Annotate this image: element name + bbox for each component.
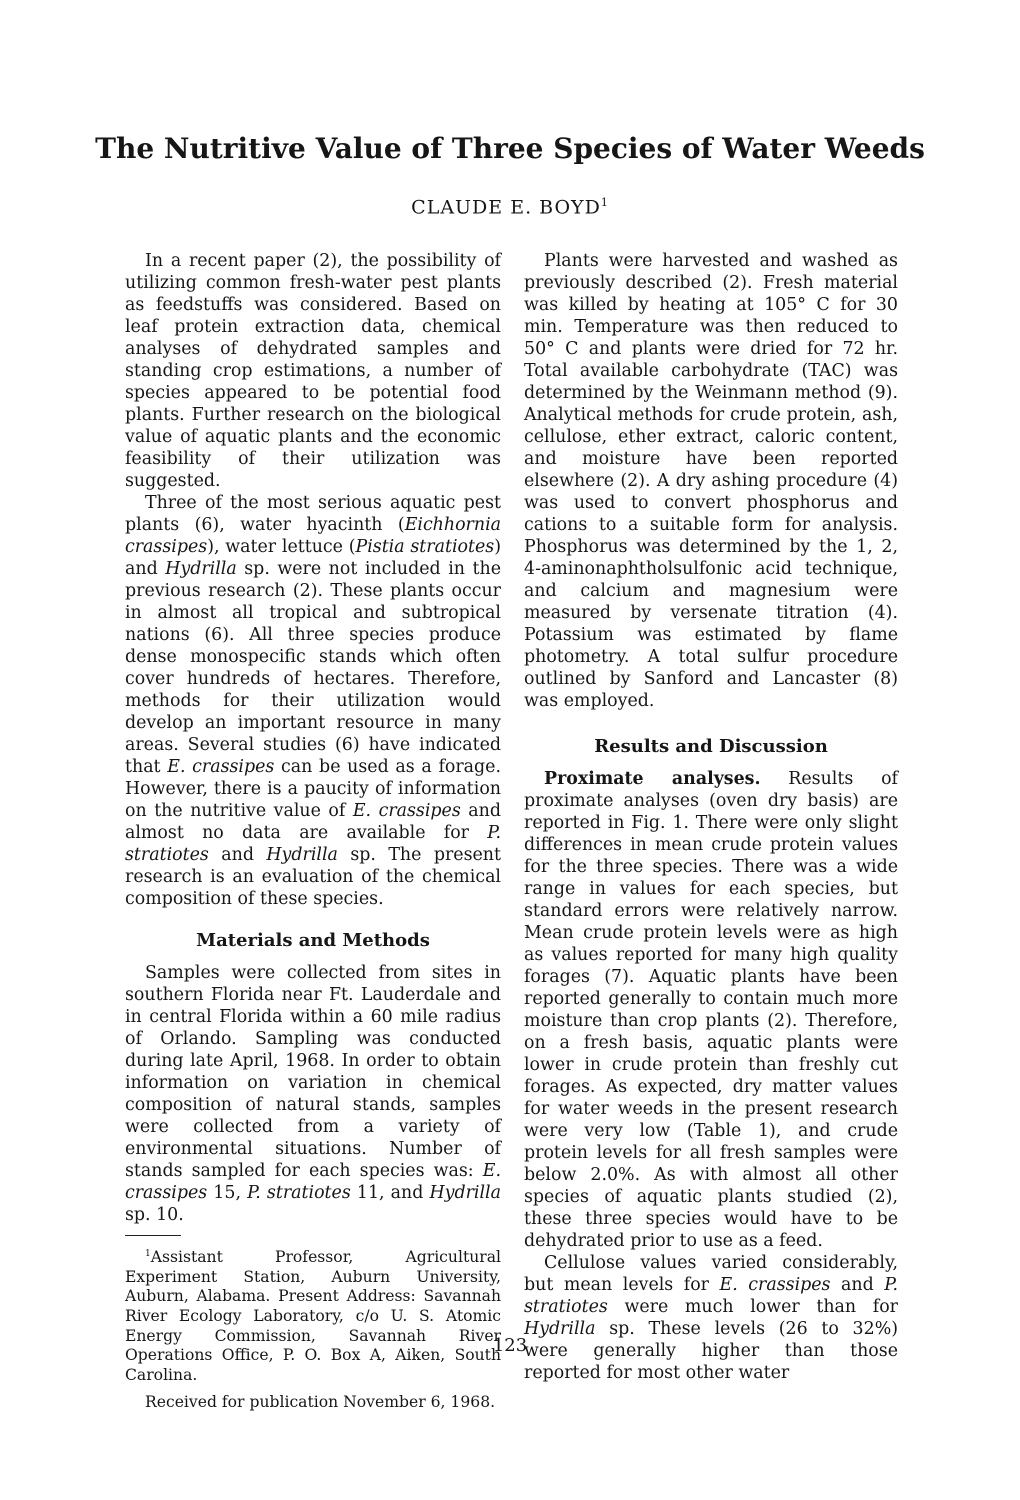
article-title: The Nutritive Value of Three Species of Water Weeds [95, 132, 925, 165]
author-name: CLAUDE E. BOYD [411, 196, 601, 219]
author-footnote-marker: 1 [600, 196, 609, 209]
intro-paragraph-1: In a recent paper (2), the possibility of utilizing common fresh-water pest plants as feedstuffs was considered. Based on leaf protein extraction data, chemical analyses of dehydrated samples and standing crop estimations, a number of species appeared to be potential food plants. Further research on the biological value of aquatic plants and the economic feasibility of their utilization was suggested. [125, 251, 501, 491]
species-name: Pistia stratiotes [355, 537, 495, 557]
left-column [125, 250, 501, 1413]
species-name: Hydrilla [266, 845, 338, 865]
species-name: P. stratiotes [247, 1183, 351, 1203]
species-name: P. stratiotes [524, 1275, 898, 1317]
species-name: Hydrilla [165, 559, 237, 579]
results-paragraph-1: Proximate analyses. Results of proximate analyses (oven dry basis) are reported in Fig. 1. There were only slight differences in mean crude protein values for the three species. There was a wide range in values for each species, but standard errors were relatively narrow. Mean crude protein levels were as high as values reported for many high quality forages (7). Aquatic plants have been reported generally to contain much more moisture than crop plants (2). Therefore, on a fresh basis, aquatic plants were lower in crude protein than freshly cut forages. As expected, dry matter values for water weeds in the present research were very low (Table 1), and crude protein levels for all fresh samples were below 2.0%. As with almost all other species of aquatic plants studied (2), these three species would have to be dehydrated prior to use as a feed. [524, 769, 898, 1251]
species-name: Hydrilla [429, 1183, 501, 1203]
footnote-marker: 1 [145, 1249, 151, 1259]
footnote-divider [125, 1235, 181, 1236]
methods-paragraph: Samples were collected from sites in southern Florida near Ft. Lauderdale and in central Florida within a 60 mile radius of Orlando. Sampling was conducted during late April, 1968. In order to obtain information on variation in chemical composition of natural stands, samples were collected from a variety of environmental situations. Number of stands sampled for each species was: E. crassipes 15, P. stratiotes 11, and Hydrilla sp. 10. [125, 963, 501, 1225]
run-in-heading: Proximate analyses. [544, 769, 761, 789]
section-heading-results: Results and Discussion [594, 736, 828, 757]
received-date: Received for publication November 6, 1968. [145, 1393, 496, 1412]
species-name: E. crassipes [167, 757, 275, 777]
page-number: 123 [492, 1335, 528, 1356]
footnotes [125, 1245, 501, 1413]
species-name: E. crassipes [352, 801, 461, 821]
species-name: Eichhornia crassipes [125, 515, 501, 557]
species-name: P. stratiotes [125, 823, 501, 865]
species-name: E. crassipes [719, 1275, 831, 1295]
author-line [0, 196, 1020, 218]
species-name: Hydrilla [524, 1319, 596, 1339]
footnote-affiliation: $^1$Assistant Professor, Agricultural Experiment Station, Auburn University, Auburn, Alabama. Present Address: Savannah River Ecology Laboratory, c/o U. S. Atomic Energy Commission, Savannah River Operations Office, P. O. Box A, Aiken, South Carolina. [125, 1248, 501, 1384]
right-column [524, 250, 898, 1384]
methods-paragraph-2: Plants were harvested and washed as previously described (2). Fresh material was killed by heating at 105° C for 30 min. Temperature was then reduced to 50° C and plants were dried for 72 hr. Total available carbohydrate (TAC) was determined by the Weinmann method (9). Analytical methods for crude protein, ash, cellulose, ether extract, caloric content, and moisture have been reported elsewhere (2). A dry ashing procedure (4) was used to convert phosphorus and cations to a suitable form for analysis. Phosphorus was determined by the 1, 2, 4-aminonaphtholsulfonic acid technique, and calcium and magnesium were measured by versenate titration (4). Potassium was estimated by flame photometry. A total sulfur procedure outlined by Sanford and Lancaster (8) was employed. [524, 251, 898, 711]
species-name: E. crassipes [125, 1161, 501, 1203]
intro-paragraph-2: Three of the most serious aquatic pest plants (6), water hyacinth (Eichhornia crassipes), water lettuce (Pistia stratiotes) and Hydrilla sp. were not included in the previous research (2). These plants occur in almost all tropical and subtropical nations (6). All three species produce dense monospecific stands which often cover hundreds of hectares. Therefore, methods for their utilization would develop an important resource in many areas. Several studies (6) have indicated that E. crassipes can be used as a forage. However, there is a paucity of information on the nutritive value of E. crassipes and almost no data are available for P. stratiotes and Hydrilla sp. The present research is an evaluation of the chemical composition of these species. [125, 493, 502, 909]
section-heading-methods: Materials and Methods [196, 930, 430, 951]
results-paragraph-2: Cellulose values varied considerably, but mean levels for E. crassipes and P. stratiotes were much lower than for Hydrilla sp. These levels (26 to 32%) were generally higher than those reported for most other water [524, 1253, 898, 1383]
